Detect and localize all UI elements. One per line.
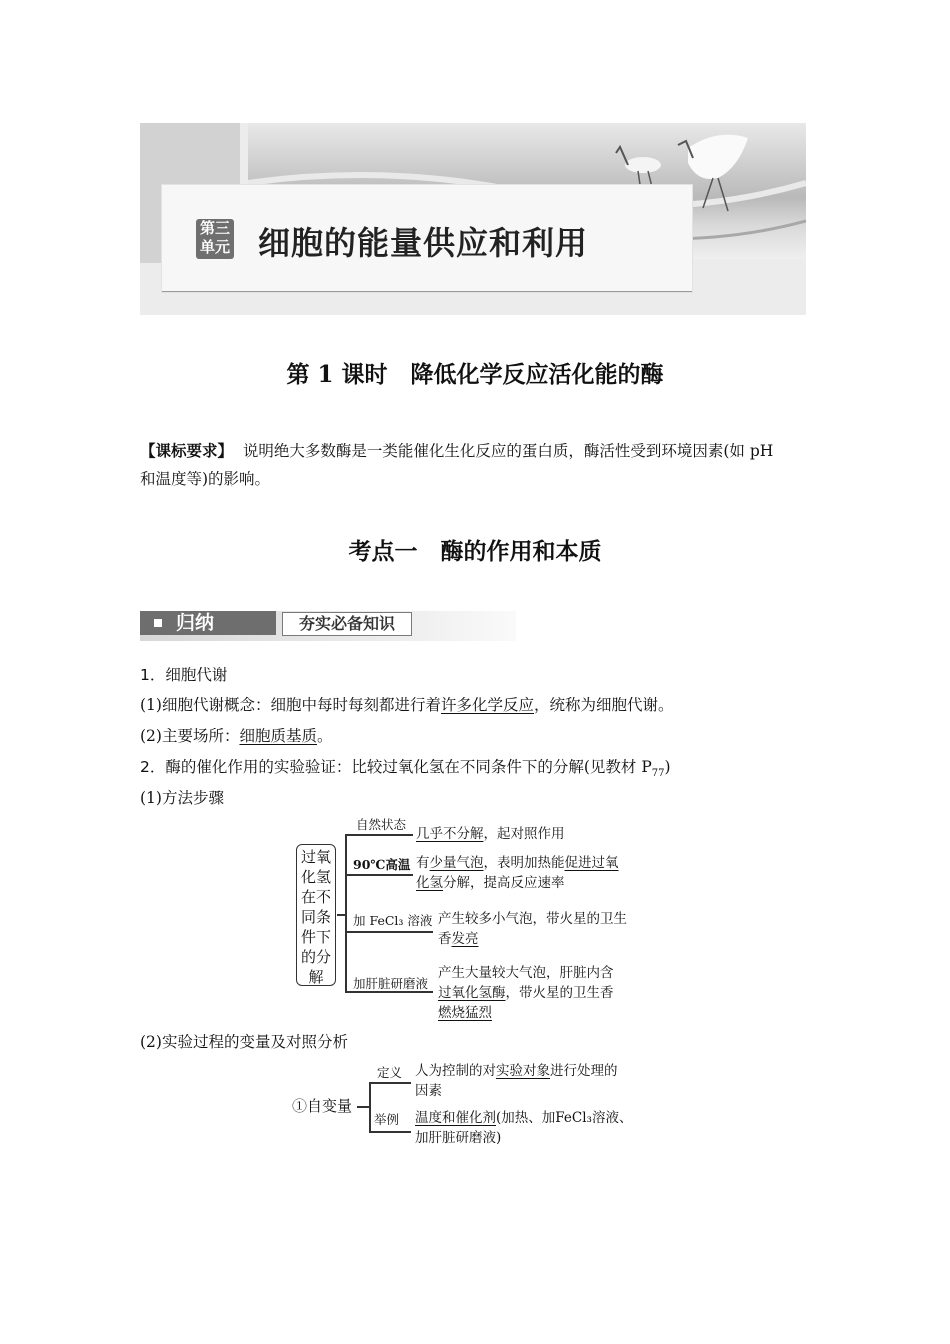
r1-answer: 几乎不分解 — [416, 826, 484, 842]
connector — [357, 1106, 369, 1108]
cond-4: 加肝脏研磨液 — [353, 976, 429, 991]
p2-post: 。 — [316, 727, 333, 745]
para-4: (2)实验过程的变量及对照分析 — [140, 1033, 348, 1051]
r2-b: ，表明加热能 — [483, 855, 565, 871]
kaodian-title: 考点一 酶的作用和本质 — [348, 538, 602, 565]
r2-answer-1: 少量气泡 — [429, 855, 484, 871]
p2-pre: (2)主要场所： — [140, 727, 240, 745]
example-a: (加热、加FeCl₃溶液、 — [496, 1110, 633, 1126]
p1-pre: (1)细胞代谢概念：细胞中每时每刻都进行着 — [140, 696, 441, 714]
example-b: 加肝脏研磨液) — [415, 1130, 502, 1146]
h2-end: ) — [664, 758, 671, 776]
branch-line — [369, 1131, 411, 1133]
connector — [369, 1082, 371, 1132]
def-a: 人为控制的对 — [415, 1063, 496, 1079]
def-answer: 实验对象 — [496, 1063, 550, 1079]
root-line: 同条 — [300, 908, 331, 926]
para-3: (1)方法步骤 — [140, 789, 224, 807]
def-c: 因素 — [415, 1083, 442, 1099]
cond-example: 举例 — [374, 1112, 400, 1127]
r3-a: 产生较多小气泡，带火星的卫生 — [438, 911, 627, 927]
example-text — [415, 1108, 632, 1148]
requirement-label: 【课标要求】 — [140, 442, 234, 460]
requirement-text: 说明绝大多数酶是一类能催化生化反应的蛋白质，酶活性受到环境因素(如 pH — [242, 442, 774, 460]
p1-post: ，统称为细胞代谢。 — [533, 696, 674, 714]
p2-answer: 细胞质基质 — [239, 727, 317, 745]
r3-answer: 发亮 — [451, 931, 479, 947]
heading-1: 1．细胞代谢 — [140, 666, 228, 684]
root-line: 过氧 — [300, 848, 331, 866]
lesson-title: 第 1 课时 降低化学反应活化能的酶 — [286, 361, 664, 388]
r1-rest: ，起对照作用 — [483, 826, 565, 842]
cond-2: 90℃高温 — [353, 857, 411, 872]
r2-answer-2: 促进过氧 — [564, 855, 619, 871]
def-b: 进行处理的 — [550, 1063, 618, 1079]
h2-sub: 77 — [651, 768, 665, 780]
r4-b: ，带火星的卫生香 — [505, 985, 614, 1001]
h2-rest: 比较过氧化氢在不同条件下的分解(见教材 P — [351, 758, 652, 776]
r4-answer-2: 燃烧猛烈 — [438, 1005, 492, 1021]
root-line: 件下 — [300, 928, 331, 946]
section-label-light: 夯实必备知识 — [282, 612, 412, 636]
def-text — [415, 1061, 618, 1101]
root-line: 在不 — [300, 888, 331, 906]
cond-1: 自然状态 — [356, 817, 407, 832]
h2-bold: 2．酶的催化作用的实验验证： — [140, 758, 352, 776]
unit-label-line1: 第三 — [199, 219, 230, 237]
r4-a: 产生大量较大气泡，肝脏内含 — [438, 965, 614, 981]
r2-answer-3: 化氢 — [416, 875, 443, 891]
cond-def: 定义 — [377, 1065, 403, 1080]
r2-c: 分解，提高反应速率 — [443, 875, 565, 891]
root-independent-var: ①自变量 — [292, 1097, 353, 1115]
requirement-text-2: 和温度等)的影响。 — [140, 470, 271, 488]
example-answer: 温度和催化剂 — [415, 1110, 496, 1126]
root-line: 解 — [308, 968, 324, 986]
unit-label-line2: 单元 — [199, 238, 230, 256]
r3-b: 香 — [438, 931, 452, 947]
cond-3: 加 FeCl₃ 溶液 — [353, 913, 433, 928]
r4-answer-1: 过氧化氢酶 — [438, 985, 506, 1001]
r2-a: 有 — [416, 855, 430, 871]
p1-answer: 许多化学反应 — [440, 696, 534, 714]
root-line: 化氢 — [300, 868, 331, 886]
unit-title: 细胞的能量供应和利用 — [258, 224, 589, 262]
root-line: 的分 — [300, 948, 331, 966]
section-dark-text: 归纳 — [176, 612, 215, 634]
